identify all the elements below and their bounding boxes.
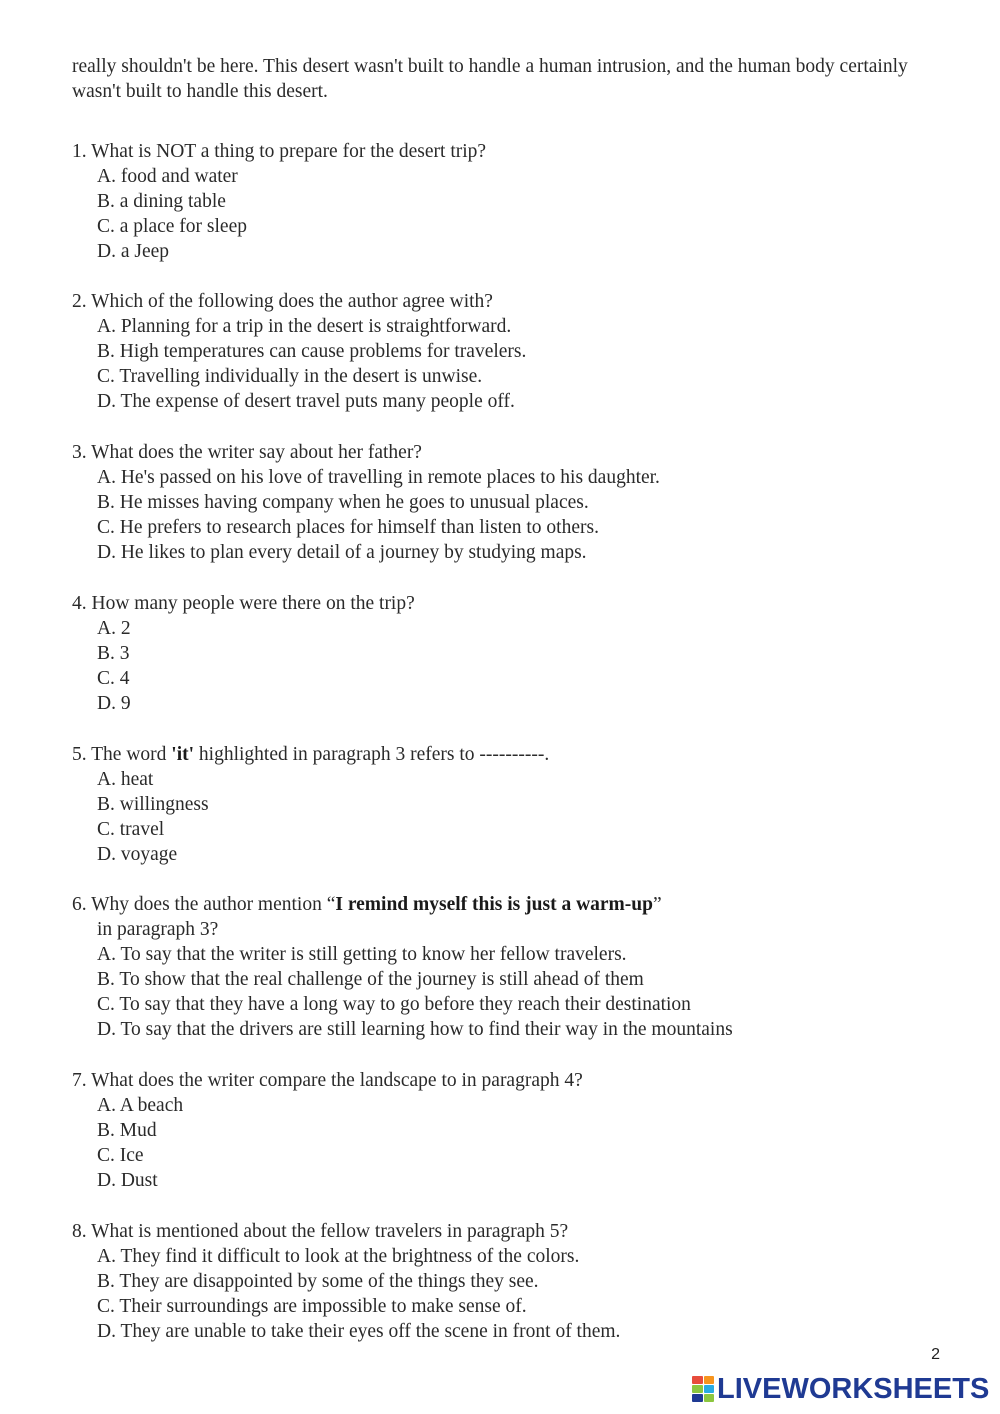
option-c: C. Their surroundings are impossible to make sense of. xyxy=(97,1296,527,1318)
option-c: C. a place for sleep xyxy=(97,216,247,238)
option-c: C. Travelling individually in the desert is unwise. xyxy=(97,366,483,388)
stem-text: ” xyxy=(652,894,662,915)
option-b: B. To show that the real challenge of the journey is still ahead of them xyxy=(97,969,644,991)
option-b: B. High temperatures can cause problems for travelers. xyxy=(97,341,527,363)
question-8 xyxy=(72,1219,952,1344)
option-d: D. He likes to plan every detail of a journey by studying maps. xyxy=(97,542,587,564)
option-b: B. Mud xyxy=(97,1120,157,1142)
question-stem-continuation: in paragraph 3? xyxy=(97,919,219,941)
option-a: A. Planning for a trip in the desert is straightforward. xyxy=(97,316,512,338)
option-d: D. To say that the drivers are still learning how to find their way in the mountains xyxy=(97,1019,733,1041)
option-a: A. A beach xyxy=(97,1095,184,1117)
stem-text: highlighted in paragraph 3 refers to ----------. xyxy=(194,744,550,765)
intro-paragraph: really shouldn't be here. This desert wasn't built to handle a human intrusion, and the human body certainly wasn't built to handle this desert. xyxy=(72,56,908,102)
question-1 xyxy=(72,139,952,264)
question-2 xyxy=(72,289,952,414)
question-stem xyxy=(72,742,952,767)
option-a: A. heat xyxy=(97,769,154,791)
question-7 xyxy=(72,1068,952,1193)
option-d: D. The expense of desert travel puts many people off. xyxy=(97,391,515,413)
question-3 xyxy=(72,440,952,565)
option-a: A. 2 xyxy=(97,618,131,640)
option-c: C. He prefers to research places for himself than listen to others. xyxy=(97,517,599,539)
option-c: C. 4 xyxy=(97,668,130,690)
option-d: D. a Jeep xyxy=(97,241,170,263)
logo-text: LIVEWORKSHEETS xyxy=(717,1372,990,1405)
question-stem: 7. What does the writer compare the landscape to in paragraph 4? xyxy=(72,1070,583,1091)
stem-text: 6. Why does the author mention “ xyxy=(72,894,336,915)
liveworksheets-logo-icon xyxy=(692,1376,714,1402)
question-stem: 4. How many people were there on the trip? xyxy=(72,593,415,614)
option-a: A. He's passed on his love of travelling in remote places to his daughter. xyxy=(97,467,660,489)
highlighted-word: 'it' xyxy=(171,744,195,765)
option-d: D. Dust xyxy=(97,1170,158,1192)
option-d: D. They are unable to take their eyes off the scene in front of them. xyxy=(97,1321,621,1343)
option-c: C. To say that they have a long way to go before they reach their destination xyxy=(97,994,691,1016)
quoted-phrase: I remind myself this is just a warm-up xyxy=(335,894,653,915)
option-b: B. a dining table xyxy=(97,191,226,213)
option-a: A. To say that the writer is still getting to know her fellow travelers. xyxy=(97,944,627,966)
option-d: D. 9 xyxy=(97,693,131,715)
question-5 xyxy=(72,742,952,867)
question-stem xyxy=(72,892,952,917)
option-b: B. 3 xyxy=(97,643,130,665)
liveworksheets-logo[interactable] xyxy=(692,1372,989,1406)
option-d: D. voyage xyxy=(97,844,178,866)
question-6 xyxy=(72,892,952,1043)
stem-text: 5. The word xyxy=(72,744,172,765)
question-stem: 2. Which of the following does the author agree with? xyxy=(72,291,493,312)
option-c: C. travel xyxy=(97,819,165,841)
page-number: 2 xyxy=(931,1346,940,1363)
option-b: B. He misses having company when he goes to unusual places. xyxy=(97,492,589,514)
question-stem: 3. What does the writer say about her father? xyxy=(72,442,422,463)
option-b: B. They are disappointed by some of the things they see. xyxy=(97,1271,539,1293)
option-a: A. They find it difficult to look at the brightness of the colors. xyxy=(97,1246,580,1268)
question-4 xyxy=(72,591,952,716)
option-c: C. Ice xyxy=(97,1145,144,1167)
option-a: A. food and water xyxy=(97,166,238,188)
option-b: B. willingness xyxy=(97,794,209,816)
question-stem: 1. What is NOT a thing to prepare for the desert trip? xyxy=(72,141,487,162)
question-stem: 8. What is mentioned about the fellow travelers in paragraph 5? xyxy=(72,1221,569,1242)
